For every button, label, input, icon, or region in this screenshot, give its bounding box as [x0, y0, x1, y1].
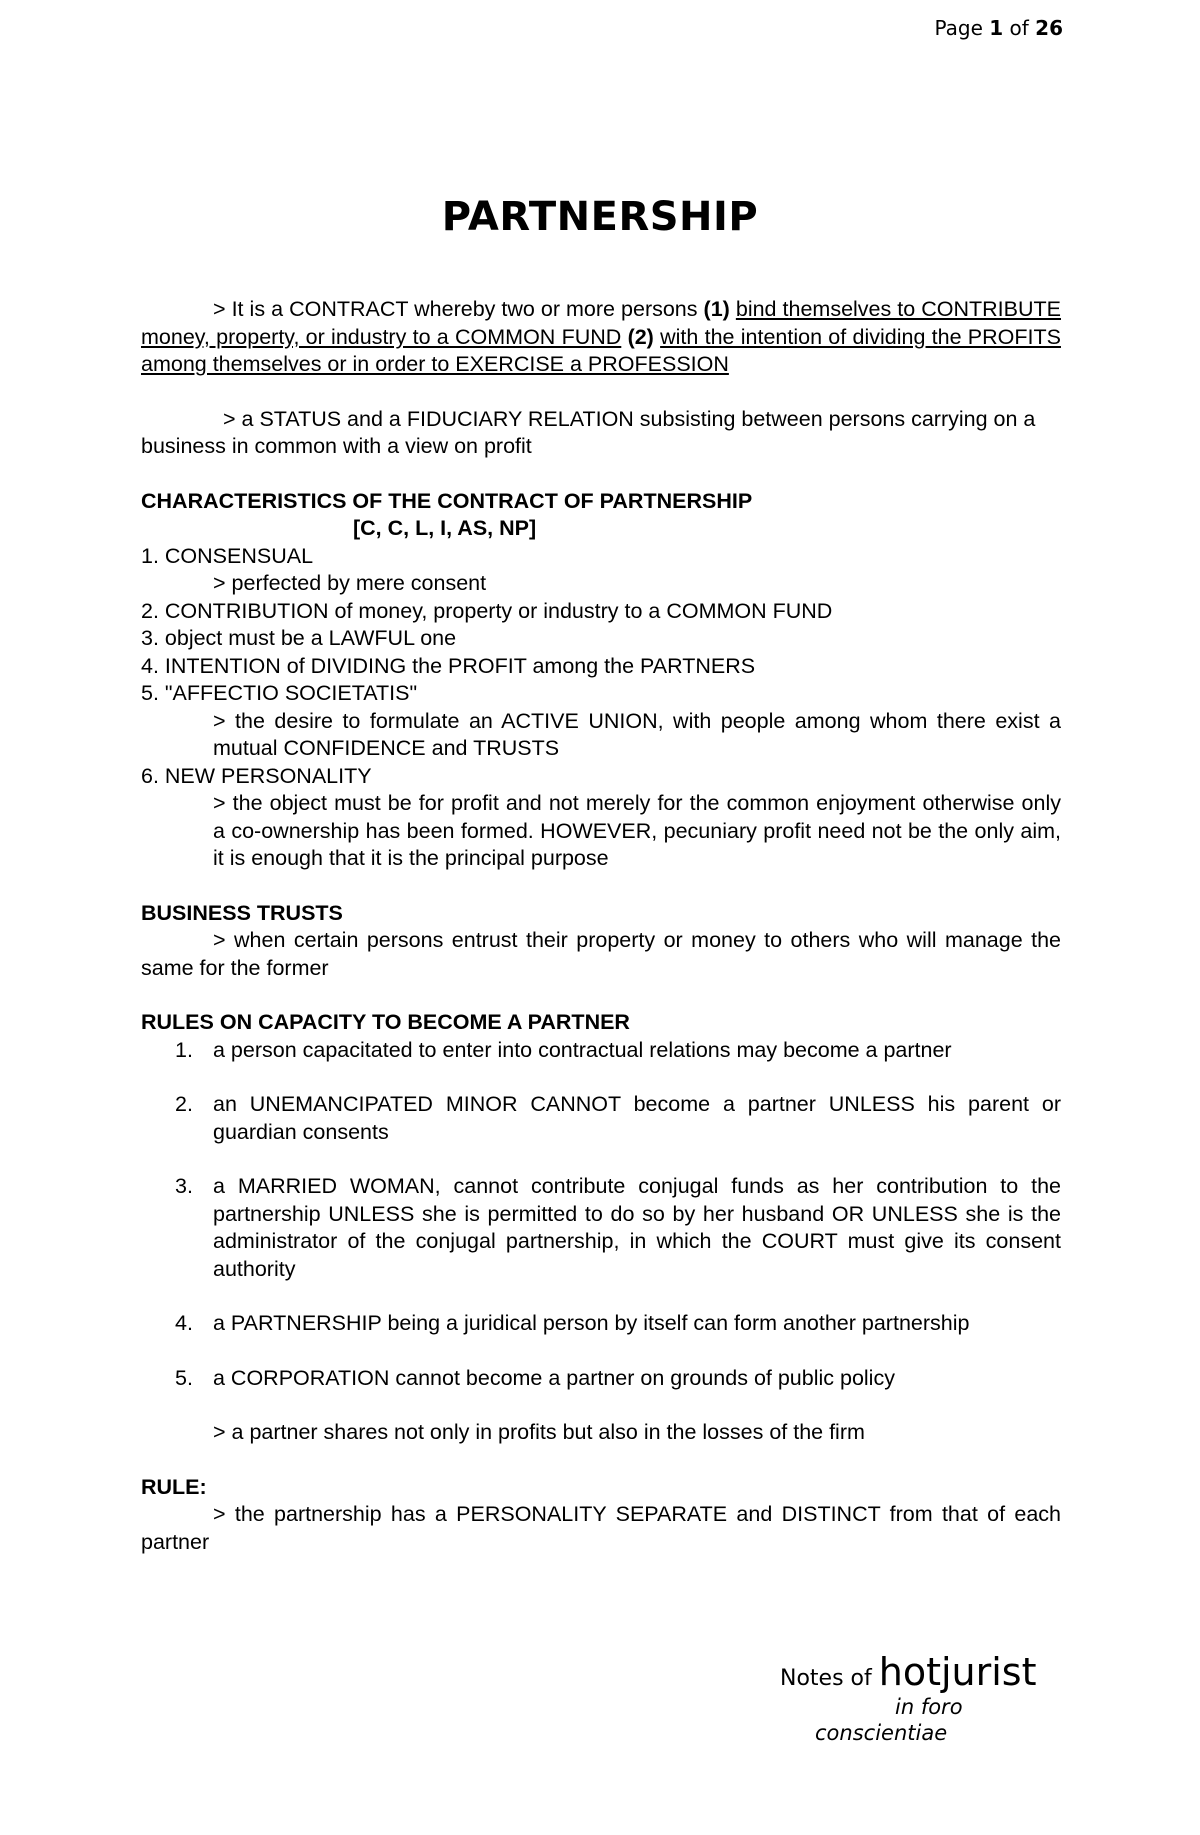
characteristics-mnemonic: [C, C, L, I, AS, NP]: [353, 516, 537, 540]
business-trusts-heading: BUSINESS TRUSTS: [141, 900, 343, 925]
list-item: 2. an UNEMANCIPATED MINOR CANNOT become a partner UNLESS his parent or guardian consents: [175, 1092, 1061, 1144]
list-item: 3. a MARRIED WOMAN, cannot contribute conjugal funds as her contribution to the partnership UNLESS she is permitted to do so by her husband OR UNLESS she is the administrator of the conjugal partnership, in which the COURT must give its consent authority: [175, 1174, 1061, 1281]
list-item-detail: > the desire to formulate an ACTIVE UNION, with people among whom there exist a mutual CONFIDENCE and TRUSTS: [213, 708, 1061, 760]
footer-motto-line2: conscientiae: [815, 1721, 948, 1745]
total-pages: 26: [1035, 16, 1063, 40]
status-paragraph: > a STATUS and a FIDUCIARY RELATION subsisting between persons carrying on a business in common with a view on profit: [141, 406, 1036, 458]
page-number: [934, 16, 1063, 40]
list-item: 2. CONTRIBUTION of money, property or industry to a COMMON FUND: [141, 598, 833, 623]
list-item: 4. INTENTION of DIVIDING the PROFIT among the PARTNERS: [141, 653, 756, 678]
document-body: [141, 296, 1061, 1556]
business-trusts-text: > when certain persons entrust their property or money to others who will manage the same for the former: [141, 928, 1061, 980]
list-item: 5. "AFFECTIO SOCIETATIS": [141, 681, 418, 705]
list-item: 1. CONSENSUAL: [141, 543, 314, 568]
characteristics-heading: CHARACTERISTICS OF THE CONTRACT OF PARTNERSHIP: [141, 488, 753, 513]
brand-name: hotjurist: [878, 1650, 1037, 1694]
footer-motto-line1: in foro: [895, 1695, 963, 1719]
footer-signature: [780, 1650, 1060, 1746]
rule-text: > the partnership has a PERSONALITY SEPARATE and DISTINCT from that of each partner: [141, 1502, 1061, 1554]
page-of-label: of: [1009, 16, 1029, 40]
list-item-detail: > perfected by mere consent: [213, 571, 487, 595]
page-label: Page: [934, 16, 983, 40]
current-page: 1: [989, 16, 1004, 40]
document-title: PARTNERSHIP: [441, 194, 759, 240]
footer-notes: Notes of hotjurist: [780, 1650, 1037, 1694]
list-item: 5. a CORPORATION cannot become a partner on grounds of public policy: [175, 1365, 895, 1390]
list-item: 1. a person capacitated to enter into contractual relations may become a partner: [175, 1037, 952, 1062]
capacity-note: > a partner shares not only in profits but also in the losses of the firm: [213, 1420, 865, 1444]
list-item: 3. object must be a LAWFUL one: [141, 626, 457, 650]
capacity-heading: RULES ON CAPACITY TO BECOME A PARTNER: [141, 1010, 630, 1034]
list-item: 4. a PARTNERSHIP being a juridical person by itself can form another partnership: [175, 1311, 970, 1335]
rule-heading: RULE:: [141, 1474, 207, 1499]
list-item-detail: > the object must be for profit and not merely for the common enjoyment otherwise only a co-ownership has been formed. HOWEVER, pecuniary profit need not be the only aim, it is enough that it is the principal purpose: [213, 791, 1061, 870]
list-item: 6. NEW PERSONALITY: [141, 763, 372, 788]
definition-paragraph: > It is a CONTRACT whereby two or more persons (1) bind themselves to CONTRIBUTE money, property, or industry to a COMMON FUND (2) with the intention of dividing the PROFITS among themselves or in order to EXERCISE a PROFESSION: [141, 297, 1061, 376]
